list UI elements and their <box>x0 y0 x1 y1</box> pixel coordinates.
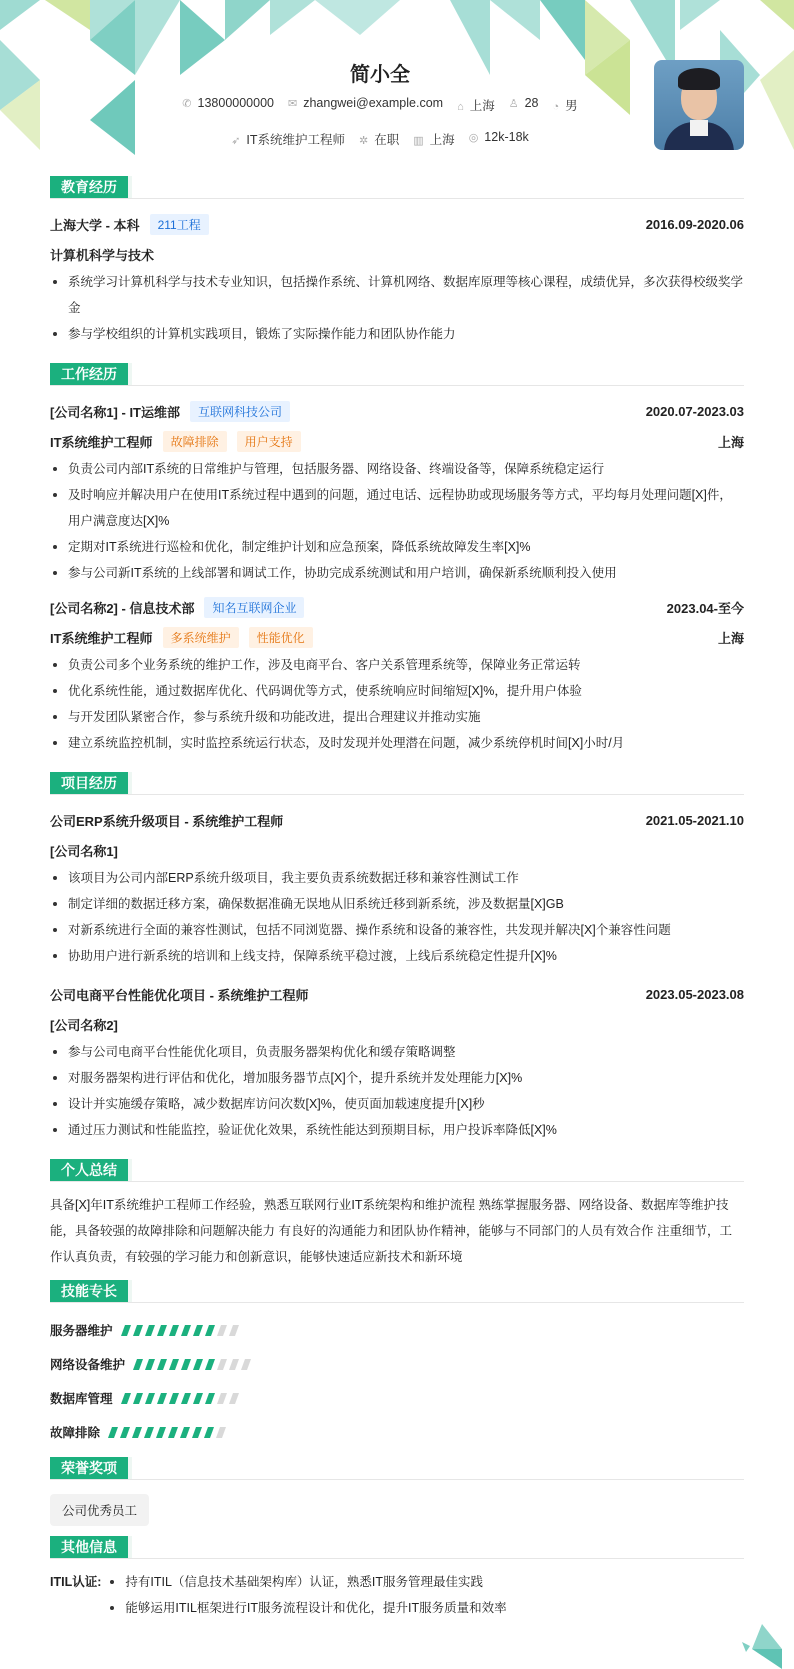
skill-row <box>50 1313 744 1347</box>
skill-segment-filled <box>145 1325 155 1336</box>
list-item: 建立系统监控机制，实时监控系统运行状态，及时发现并处理潜在问题，减少系统停机时间[X]小时/月 <box>50 730 744 756</box>
list-item: 对新系统进行全面的兼容性测试，包括不同浏览器、操作系统和设备的兼容性，共发现并解决[X]个兼容性问题 <box>50 917 744 943</box>
salary-item: ◎ 12k-18k <box>468 130 529 144</box>
list-item: 与开发团队紧密合作，参与系统升级和功能改进，提出合理建议并推动实施 <box>50 704 744 730</box>
list-item: 及时响应并解决用户在使用IT系统过程中遇到的问题，通过电话、远程协助或现场服务等方式，平均每月处理问题[X]件，用户满意度达[X]% <box>50 482 744 534</box>
job-header: [公司名称2] - 信息技术部 知名互联网企业 2023.04-至今 <box>50 592 744 622</box>
list-item: 优化系统性能，通过数据库优化、代码调优等方式，使系统响应时间缩短[X]%，提升用户体验 <box>50 678 744 704</box>
skill-segment-filled <box>169 1359 179 1370</box>
list-item: 参与公司新IT系统的上线部署和调试工作，协助完成系统测试和用户培训，确保新系统顺利投入使用 <box>50 560 744 586</box>
section-projects: 项目经历 <box>50 772 744 795</box>
project-header: 公司电商平台性能优化项目 - 系统维护工程师 2023.05-2023.08 <box>50 986 744 1003</box>
contact-row-1 <box>0 96 760 114</box>
list-item: 通过压力测试和性能监控，验证优化效果，系统性能达到预期目标，用户投诉率降低[X]% <box>50 1117 744 1143</box>
skill-level-bar <box>123 1393 237 1404</box>
skill-segment-empty <box>217 1325 227 1336</box>
send-icon: ➶ <box>231 135 241 147</box>
skill-segment-filled <box>205 1359 215 1370</box>
gender-icon: ◔ <box>552 101 560 113</box>
summary-text: 具备[X]年IT系统维护工程师工作经验，熟悉互联网行业IT系统架构和维护流程 熟练掌握服务器、网络设备、数据库等维护技能，具备较强的故障排除和问题解决能力 有良好的沟通能力和团队协作精神，能够与不同部门的人员有效合作 注重细节，工作认真负责，有较强的学习能力和创新意识，能够快速适应新技术和新环境 <box>50 1198 732 1264</box>
list-item: 负责公司多个业务系统的维护工作，涉及电商平台、客户关系管理系统等，保障业务正常运转 <box>50 652 744 678</box>
skill-segment-filled <box>156 1427 166 1438</box>
project-company: [公司名称1] <box>50 843 118 859</box>
status-icon: ✲ <box>359 135 369 147</box>
phone-icon: ✆ <box>182 98 192 110</box>
section-awards: 荣誉奖项 <box>50 1457 744 1480</box>
city-item: ⌂ 上海 <box>457 99 495 113</box>
list-item: 制定详细的数据迁移方案，确保数据准确无误地从旧系统迁移到新系统，涉及数据量[X]GB <box>50 891 744 917</box>
skill-segment-filled <box>108 1427 118 1438</box>
skill-segment-filled <box>193 1359 203 1370</box>
age-item: ♙ 28 <box>508 96 539 110</box>
skill-segment-filled <box>132 1427 142 1438</box>
contact-row-2 <box>0 130 760 148</box>
skill-name: 网络设备维护 <box>50 1358 126 1372</box>
skill-segment-filled <box>181 1359 191 1370</box>
email-item: ✉ zhangwei@example.com <box>288 96 444 110</box>
skill-segment-filled <box>181 1393 191 1404</box>
skill-segment-filled <box>157 1393 167 1404</box>
skill-segment-filled <box>205 1325 215 1336</box>
project-company: [公司名称2] <box>50 1017 118 1033</box>
list-item: 该项目为公司内部ERP系统升级项目，我主要负责系统数据迁移和兼容性测试工作 <box>50 865 744 891</box>
list-item: 系统学习计算机科学与技术专业知识，包括操作系统、计算机网络、数据库原理等核心课程，成绩优异，多次获得校级奖学金 <box>50 269 744 321</box>
skill-segment-filled <box>169 1393 179 1404</box>
status-item: ✲ 在职 <box>359 133 400 147</box>
section-education: 教育经历 <box>50 176 744 199</box>
skill-segment-empty <box>217 1359 227 1370</box>
school-tag: 211工程 <box>150 214 209 235</box>
job-role: IT系统维护工程师 故障排除 用户支持 上海 <box>50 426 744 456</box>
skill-row <box>50 1381 744 1415</box>
skill-segment-empty <box>229 1393 239 1404</box>
list-item: 参与学校组织的计算机实践项目，锻炼了实际操作能力和团队协作能力 <box>50 321 744 347</box>
skill-segment-filled <box>121 1393 131 1404</box>
skill-segment-filled <box>120 1427 130 1438</box>
skill-segment-filled <box>157 1359 167 1370</box>
skill-segment-filled <box>157 1325 167 1336</box>
skill-segment-filled <box>145 1393 155 1404</box>
skill-segment-filled <box>193 1393 203 1404</box>
list-item: 持有ITIL（信息技术基础架构库）认证，熟悉IT服务管理最佳实践 <box>107 1569 506 1595</box>
skill-segment-filled <box>204 1427 214 1438</box>
list-item: 参与公司电商平台性能优化项目，负责服务器架构优化和缓存策略调整 <box>50 1039 744 1065</box>
skill-segment-filled <box>144 1427 154 1438</box>
salary-icon: ◎ <box>468 132 479 144</box>
age-icon: ♙ <box>508 98 519 110</box>
skill-row <box>50 1415 744 1449</box>
skill-level-bar <box>110 1427 224 1438</box>
phone-item: ✆ 13800000000 <box>182 96 274 110</box>
skill-segment-empty <box>241 1359 251 1370</box>
skill-segment-empty <box>216 1427 226 1438</box>
major: 计算机科学与技术 <box>50 247 155 263</box>
skill-segment-filled <box>181 1325 191 1336</box>
skill-segment-empty <box>217 1393 227 1404</box>
home-icon: ⌂ <box>457 101 464 113</box>
mail-icon: ✉ <box>288 98 298 110</box>
skill-level-bar <box>123 1325 237 1336</box>
skill-segment-empty <box>229 1359 239 1370</box>
skill-row <box>50 1347 744 1381</box>
skill-segment-filled <box>133 1325 143 1336</box>
list-item: 协助用户进行新系统的培训和上线支持，保障系统平稳过渡，上线后系统稳定性提升[X]% <box>50 943 744 969</box>
list-item: 负责公司内部IT系统的日常维护与管理，包括服务器、网络设备、终端设备等，保障系统稳定运行 <box>50 456 744 482</box>
gender-item: ◔ 男 <box>552 99 578 113</box>
skill-level-bar <box>135 1359 249 1370</box>
list-item: 设计并实施缓存策略，减少数据库访问次数[X]%，使页面加载速度提升[X]秒 <box>50 1091 744 1117</box>
education-header: 上海大学 - 本科 211工程 2016.09-2020.06 <box>50 209 744 239</box>
section-work: 工作经历 <box>50 363 744 386</box>
skill-segment-filled <box>193 1325 203 1336</box>
footer-decoration <box>742 1624 782 1669</box>
section-skills: 技能专长 <box>50 1280 744 1303</box>
avatar <box>654 60 744 150</box>
skill-name: 故障排除 <box>50 1426 101 1440</box>
skill-segment-filled <box>180 1427 190 1438</box>
skill-segment-filled <box>121 1325 131 1336</box>
skill-segment-filled <box>168 1427 178 1438</box>
skill-segment-empty <box>229 1325 239 1336</box>
section-summary: 个人总结 <box>50 1159 744 1182</box>
job-item: ➶ IT系统维护工程师 <box>231 133 346 147</box>
job-header: [公司名称1] - IT运维部 互联网科技公司 2020.07-2023.03 <box>50 396 744 426</box>
target-city-item: ▥ 上海 <box>413 133 455 147</box>
skill-segment-filled <box>169 1325 179 1336</box>
skill-segment-filled <box>133 1393 143 1404</box>
job-role: IT系统维护工程师 多系统维护 性能优化 上海 <box>50 622 744 652</box>
section-other: 其他信息 <box>50 1536 744 1559</box>
project-header: 公司ERP系统升级项目 - 系统维护工程师 2021.05-2021.10 <box>50 812 744 829</box>
skill-segment-filled <box>205 1393 215 1404</box>
list-item: 对服务器架构进行评估和优化，增加服务器节点[X]个，提升系统并发处理能力[X]% <box>50 1065 744 1091</box>
award-badge: 公司优秀员工 <box>50 1494 149 1526</box>
skill-segment-filled <box>145 1359 155 1370</box>
skill-name: 服务器维护 <box>50 1324 113 1338</box>
skill-segment-filled <box>192 1427 202 1438</box>
list-item: 定期对IT系统进行巡检和优化，制定维护计划和应急预案，降低系统故障发生率[X]% <box>50 534 744 560</box>
skill-segment-filled <box>133 1359 143 1370</box>
building-icon: ▥ <box>413 135 424 147</box>
skill-name: 数据库管理 <box>50 1392 113 1406</box>
list-item: 能够运用ITIL框架进行IT服务流程设计和优化，提升IT服务质量和效率 <box>107 1595 506 1621</box>
candidate-name: 简小全 <box>350 64 410 86</box>
other-info: ITIL认证: 持有ITIL（信息技术基础架构库）认证，熟悉IT服务管理最佳实践 能够运用ITIL框架进行IT服务流程设计和优化，提升IT服务质量和效率 <box>50 1569 744 1621</box>
